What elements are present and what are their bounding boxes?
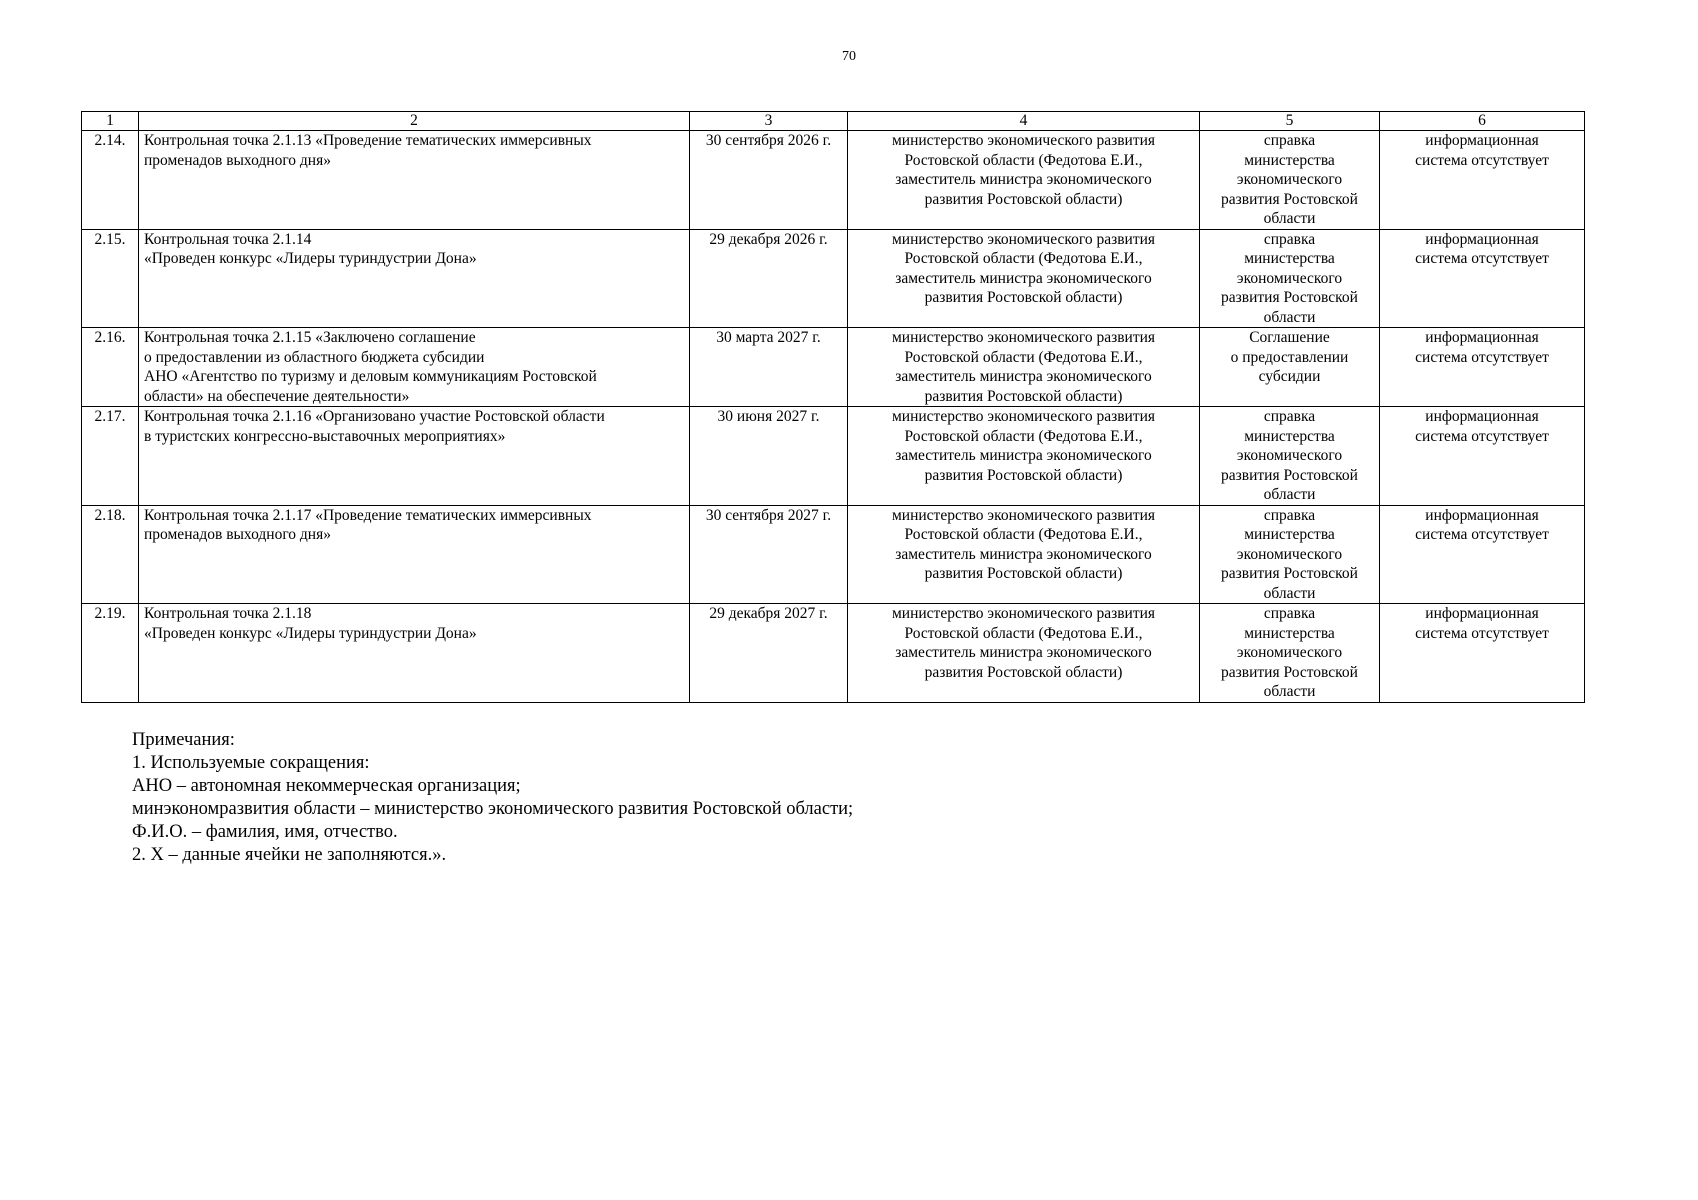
responsible-line: развития Ростовской области): [924, 565, 1123, 582]
document-line: о предоставлении: [1230, 348, 1349, 366]
notes-heading: Примечания:: [132, 730, 235, 750]
column-date-header: 3: [690, 112, 848, 131]
document-line: министерства: [1244, 427, 1335, 445]
document-line: министерства: [1244, 250, 1335, 267]
system-line: система отсутствует: [1415, 348, 1549, 366]
table-row: [82, 505, 1585, 604]
document-line: министерства: [1244, 624, 1335, 642]
responsible-line: развития Ростовской области): [924, 289, 1123, 306]
document-line: министерства: [1244, 151, 1335, 169]
row-responsible: [848, 505, 1200, 604]
row-responsible: [848, 229, 1200, 328]
document-line: экономического: [1236, 545, 1343, 563]
column-system-header: 6: [1380, 112, 1585, 131]
notes-line: АНО – автономная некоммерческая организация;: [132, 776, 521, 796]
responsible-line: Ростовской области (Федотова Е.И.,: [904, 526, 1143, 543]
responsible-line: Ростовской области (Федотова Е.И.,: [904, 348, 1143, 366]
table-row: [82, 229, 1585, 328]
description-line: Контрольная точка 2.1.18: [144, 605, 312, 622]
description-line: области» на обеспечение деятельности»: [144, 387, 410, 405]
description-line: Контрольная точка 2.1.13 «Проведение тематических иммерсивных: [144, 132, 592, 149]
row-description: [139, 131, 690, 230]
row-number: 2.19.: [82, 604, 139, 703]
row-system: [1380, 328, 1585, 407]
document-line: субсидии: [1258, 368, 1321, 385]
document-line: развития Ростовской: [1221, 565, 1358, 582]
notes-line: 2. X – данные ячейки не заполняются.».: [132, 845, 447, 865]
row-responsible: [848, 131, 1200, 230]
row-date: 30 марта 2027 г.: [690, 328, 848, 407]
table-row: [82, 131, 1585, 230]
document-line: развития Ростовской: [1221, 190, 1358, 208]
description-line: Контрольная точка 2.1.15 «Заключено соглашение: [144, 329, 476, 346]
row-document: [1200, 604, 1380, 703]
document-line: справка: [1263, 408, 1316, 425]
notes-line: 1. Используемые сокращения:: [132, 753, 370, 773]
row-responsible: [848, 328, 1200, 407]
responsible-line: министерство экономического развития: [891, 408, 1156, 425]
system-line: информационная: [1425, 329, 1539, 346]
row-system: [1380, 505, 1585, 604]
table-header-row: [82, 112, 1585, 131]
document-line: экономического: [1236, 644, 1343, 661]
responsible-line: заместитель министра экономического: [895, 447, 1152, 464]
row-responsible: [848, 407, 1200, 506]
row-responsible: [848, 604, 1200, 703]
document-line: области: [1263, 683, 1316, 700]
system-line: система отсутствует: [1415, 526, 1549, 543]
description-line: Контрольная точка 2.1.17 «Проведение тематических иммерсивных: [144, 506, 592, 524]
system-line: система отсутствует: [1415, 427, 1549, 445]
column-responsible-header: 4: [848, 112, 1200, 131]
table-row: [82, 604, 1585, 703]
document-line: области: [1263, 308, 1316, 326]
row-document: [1200, 328, 1380, 407]
column-description-header: 2: [139, 112, 690, 131]
responsible-line: развития Ростовской области): [924, 387, 1123, 405]
system-line: информационная: [1425, 506, 1539, 524]
document-line: справка: [1263, 230, 1316, 248]
row-system: [1380, 604, 1585, 703]
responsible-line: Ростовской области (Федотова Е.И.,: [904, 624, 1143, 642]
document-line: экономического: [1236, 171, 1343, 188]
notes-line: минэкономразвития области – министерство экономического развития Ростовской области;: [132, 799, 854, 819]
row-document: [1200, 131, 1380, 230]
row-document: [1200, 505, 1380, 604]
system-line: система отсутствует: [1415, 624, 1549, 642]
responsible-line: министерство экономического развития: [891, 605, 1156, 622]
description-line: променадов выходного дня»: [144, 526, 331, 543]
responsible-line: заместитель министра экономического: [895, 171, 1152, 188]
column-document-header: 5: [1200, 112, 1380, 131]
responsible-line: развития Ростовской области): [924, 663, 1123, 681]
responsible-line: заместитель министра экономического: [895, 545, 1152, 563]
system-line: информационная: [1425, 408, 1539, 425]
row-description: [139, 229, 690, 328]
row-date: 30 июня 2027 г.: [690, 407, 848, 506]
document-line: справка: [1263, 132, 1316, 149]
document-line: Соглашение: [1249, 329, 1330, 346]
responsible-line: заместитель министра экономического: [895, 269, 1152, 287]
responsible-line: Ростовской области (Федотова Е.И.,: [904, 250, 1143, 267]
row-description: [139, 604, 690, 703]
responsible-line: министерство экономического развития: [891, 132, 1156, 149]
document-line: экономического: [1236, 269, 1343, 287]
row-date: 29 декабря 2027 г.: [690, 604, 848, 703]
description-line: «Проведен конкурс «Лидеры туриндустрии Дона»: [144, 624, 477, 642]
system-line: информационная: [1425, 230, 1539, 248]
table-row: [82, 407, 1585, 506]
notes-section: [132, 729, 853, 867]
row-system: [1380, 131, 1585, 230]
responsible-line: заместитель министра экономического: [895, 644, 1152, 661]
notes-line: Ф.И.О. – фамилия, имя, отчество.: [132, 822, 398, 842]
responsible-line: Ростовской области (Федотова Е.И.,: [904, 151, 1143, 169]
row-date: 29 декабря 2026 г.: [690, 229, 848, 328]
row-document: [1200, 407, 1380, 506]
description-line: «Проведен конкурс «Лидеры туриндустрии Дона»: [144, 250, 477, 267]
system-line: система отсутствует: [1415, 151, 1549, 169]
row-system: [1380, 229, 1585, 328]
document-line: области: [1263, 210, 1316, 227]
row-date: 30 сентября 2027 г.: [690, 505, 848, 604]
page-number: 70: [842, 49, 856, 64]
document-line: развития Ростовской: [1221, 663, 1358, 681]
row-date: 30 сентября 2026 г.: [690, 131, 848, 230]
system-line: система отсутствует: [1415, 250, 1549, 267]
row-system: [1380, 407, 1585, 506]
description-line: АНО «Агентство по туризму и деловым коммуникациям Ростовской: [144, 368, 597, 385]
document-line: развития Ростовской: [1221, 466, 1358, 484]
control-points-table: [81, 111, 1585, 703]
document-line: справка: [1263, 605, 1316, 622]
row-document: [1200, 229, 1380, 328]
row-number: 2.18.: [82, 505, 139, 604]
row-number: 2.15.: [82, 229, 139, 328]
description-line: Контрольная точка 2.1.14: [144, 230, 312, 248]
responsible-line: министерство экономического развития: [891, 506, 1156, 524]
system-line: информационная: [1425, 132, 1539, 149]
document-line: экономического: [1236, 447, 1343, 464]
responsible-line: развития Ростовской области): [924, 190, 1123, 208]
description-line: о предоставлении из областного бюджета субсидии: [144, 348, 485, 366]
row-description: [139, 328, 690, 407]
responsible-line: министерство экономического развития: [891, 329, 1156, 346]
document-line: области: [1263, 486, 1316, 503]
row-number: 2.17.: [82, 407, 139, 506]
table-row: [82, 328, 1585, 407]
description-line: Контрольная точка 2.1.16 «Организовано участие Ростовской области: [144, 408, 605, 425]
document-line: справка: [1263, 506, 1316, 524]
document-line: министерства: [1244, 526, 1335, 543]
system-line: информационная: [1425, 605, 1539, 622]
description-line: в туристских конгрессно-выставочных мероприятиях»: [144, 427, 506, 445]
responsible-line: заместитель министра экономического: [895, 368, 1152, 385]
column-number-header: 1: [82, 112, 139, 131]
document-line: развития Ростовской: [1221, 289, 1358, 306]
document-line: области: [1263, 584, 1316, 602]
responsible-line: министерство экономического развития: [891, 230, 1156, 248]
row-number: 2.14.: [82, 131, 139, 230]
row-description: [139, 407, 690, 506]
description-line: променадов выходного дня»: [144, 151, 331, 169]
responsible-line: развития Ростовской области): [924, 466, 1123, 484]
responsible-line: Ростовской области (Федотова Е.И.,: [904, 427, 1143, 445]
row-description: [139, 505, 690, 604]
row-number: 2.16.: [82, 328, 139, 407]
